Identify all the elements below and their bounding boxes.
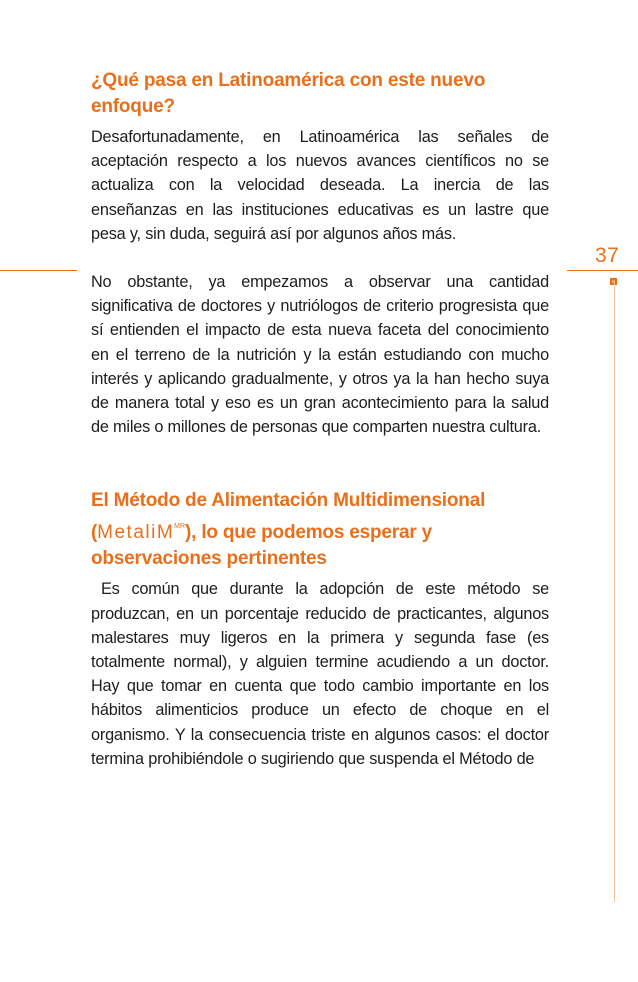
section-heading-latinoamerica: ¿Qué pasa en Latinoamérica con este nuevo enfoque? (91, 70, 486, 117)
paragraph-latinoamerica-1: Desafortunadamente, en Latinoamérica las señales de aceptación respecto a los nuevos avances científicos no se actualiza con la velocidad deseada. La inercia de las enseñanzas en las instituciones educativas es un lastre que pesa y, sin duda, seguirá así por algunos años más. (91, 128, 549, 243)
left-divider-line (0, 270, 77, 271)
paragraph-metodo-1: Es común que durante la adopción de este método se produzcan, en un porcentaje reducido de practicantes, algunos malestares muy ligeros en la primera y segunda fase (es totalmente normal), y alguien termine acudiendo a un doctor. Hay que tomar en cuenta que todo cambio importante en los hábitos alimenticios produce un efecto de choque en el organismo. Y la consecuencia triste en algunos casos: el doctor termina prohibiéndole o sugiriendo que suspenda el Método de (91, 580, 549, 768)
paragraph-latinoamerica-2: No obstante, ya empezamos a observar una cantidad significativa de doctores y nutriólogos de criterio progresista que sí entienden el impacto de esta nueva faceta del conocimiento en el terreno de la nutrición y la están estudiando con mucho interés y aplicando gradualmente, y otros ya la han hecho suya de manera total y eso es un gran acontecimiento para la salud de miles o millones de personas que comparten nuestra cultura. (91, 273, 549, 437)
brand-metalim: MetaliM (97, 522, 175, 544)
section-heading-metodo (91, 488, 549, 572)
heading-metodo-part2: ), lo que podemos esperar y observaciones pertinentes (91, 522, 432, 570)
heading-metodo-part1: El Método de Alimentación Multidimensional ( (91, 490, 486, 544)
page-number: 37 (595, 244, 620, 267)
brand-registered-mark: MR (174, 523, 186, 531)
right-divider-line (567, 270, 638, 271)
margin-vertical-line (614, 282, 615, 902)
text-column (91, 68, 549, 771)
